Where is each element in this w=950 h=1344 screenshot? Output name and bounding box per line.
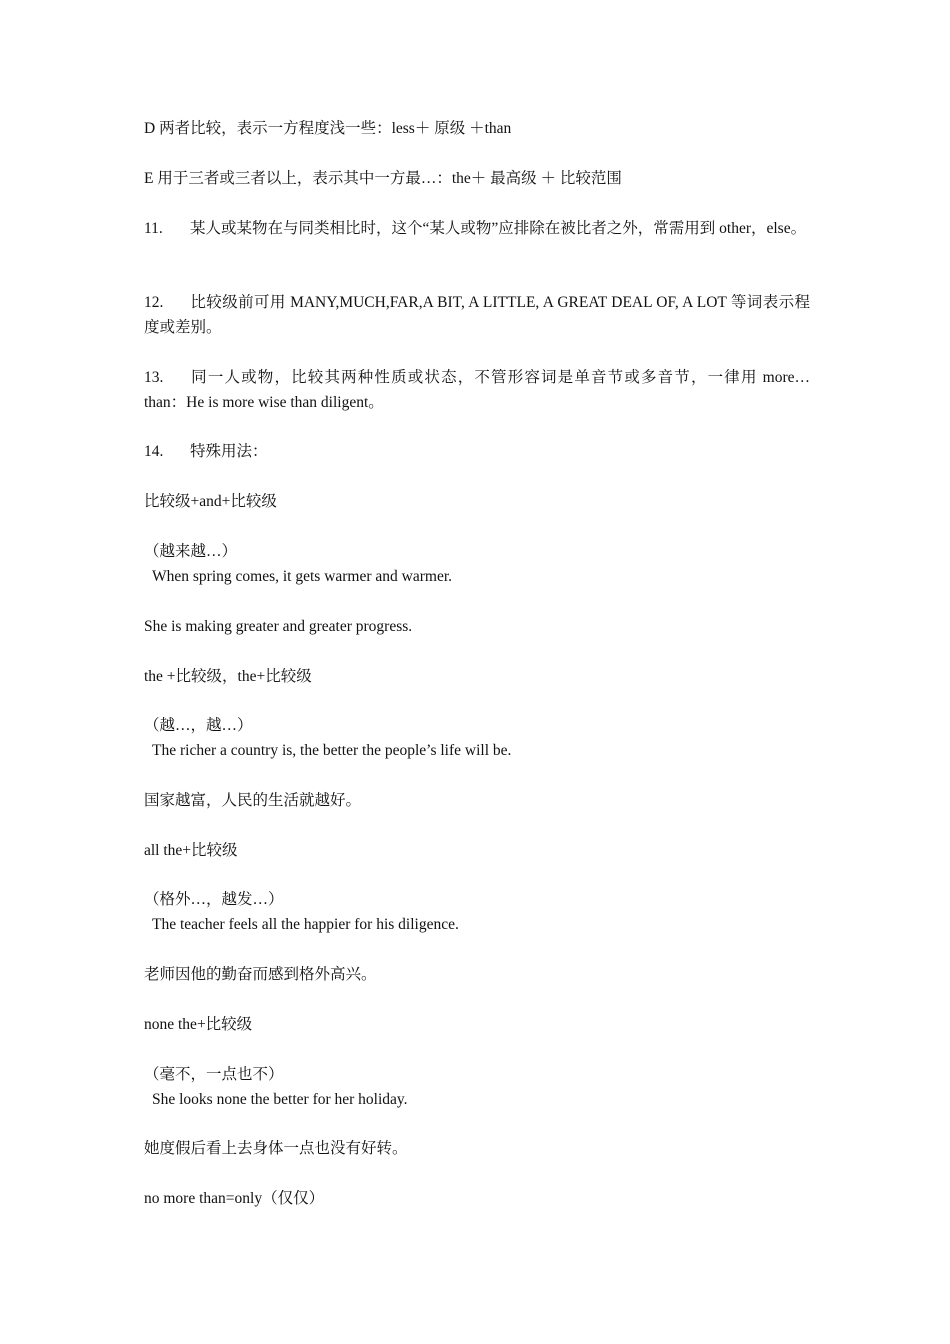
rule-d: D 两者比较，表示一方程度浅一些：less＋ 原级 ＋than: [144, 120, 512, 137]
usage-3-translation: 老师因他的勤奋而感到格外高兴。: [144, 966, 377, 983]
rule-12-number: 12.: [144, 294, 164, 311]
usage-4-meaning: （毫不，一点也不）: [144, 1066, 284, 1083]
rule-11-number: 11.: [144, 220, 163, 237]
usage-1-example-2: She is making greater and greater progress.: [144, 618, 413, 635]
rule-13-number: 13.: [144, 369, 164, 386]
rule-11: [144, 216, 810, 241]
usage-5-title: no more than=only（仅仅）: [144, 1190, 325, 1207]
usage-3-title: all the+比较级: [144, 842, 238, 859]
usage-1-meaning: （越来越…）: [144, 543, 238, 560]
rule-13: [144, 365, 810, 415]
rule-12: [144, 290, 810, 340]
usage-1-example: When spring comes, it gets warmer and warmer.: [152, 568, 453, 585]
rule-11-text: 某人或某物在与同类相比时，这个“某人或物”应排除在被比者之外，常需用到 other，else。: [190, 220, 807, 237]
usage-4-example: She looks none the better for her holiday.: [152, 1091, 408, 1108]
usage-1-title: 比较级+and+比较级: [144, 493, 277, 510]
usage-3-example: The teacher feels all the happier for his diligence.: [152, 916, 459, 933]
rule-13-text: 同一人或物，比较其两种性质或状态，不管形容词是单音节或多音节，一律用 more…than：He is more wise than diligent。: [144, 369, 810, 411]
usage-4-translation: 她度假后看上去身体一点也没有好转。: [144, 1140, 408, 1157]
rule-14-number: 14.: [144, 443, 164, 460]
usage-2-translation: 国家越富，人民的生活就越好。: [144, 792, 362, 809]
usage-2-title: the +比较级，the+比较级: [144, 668, 312, 685]
usage-3-meaning: （格外…，越发…）: [144, 891, 284, 908]
rule-14: [144, 439, 268, 464]
usage-2-meaning: （越…，越…）: [144, 717, 253, 734]
usage-4-title: none the+比较级: [144, 1016, 253, 1033]
usage-2-example: The richer a country is, the better the people’s life will be.: [152, 742, 512, 759]
rule-12-text: 比较级前可用 MANY,MUCH,FAR,A BIT, A LITTLE, A GREAT DEAL OF, A LOT 等词表示程度或差别。: [144, 294, 810, 336]
rule-e: E 用于三者或三者以上，表示其中一方最…：the＋ 最高级 ＋ 比较范围: [144, 170, 622, 187]
rule-14-text: 特殊用法：: [190, 443, 268, 460]
